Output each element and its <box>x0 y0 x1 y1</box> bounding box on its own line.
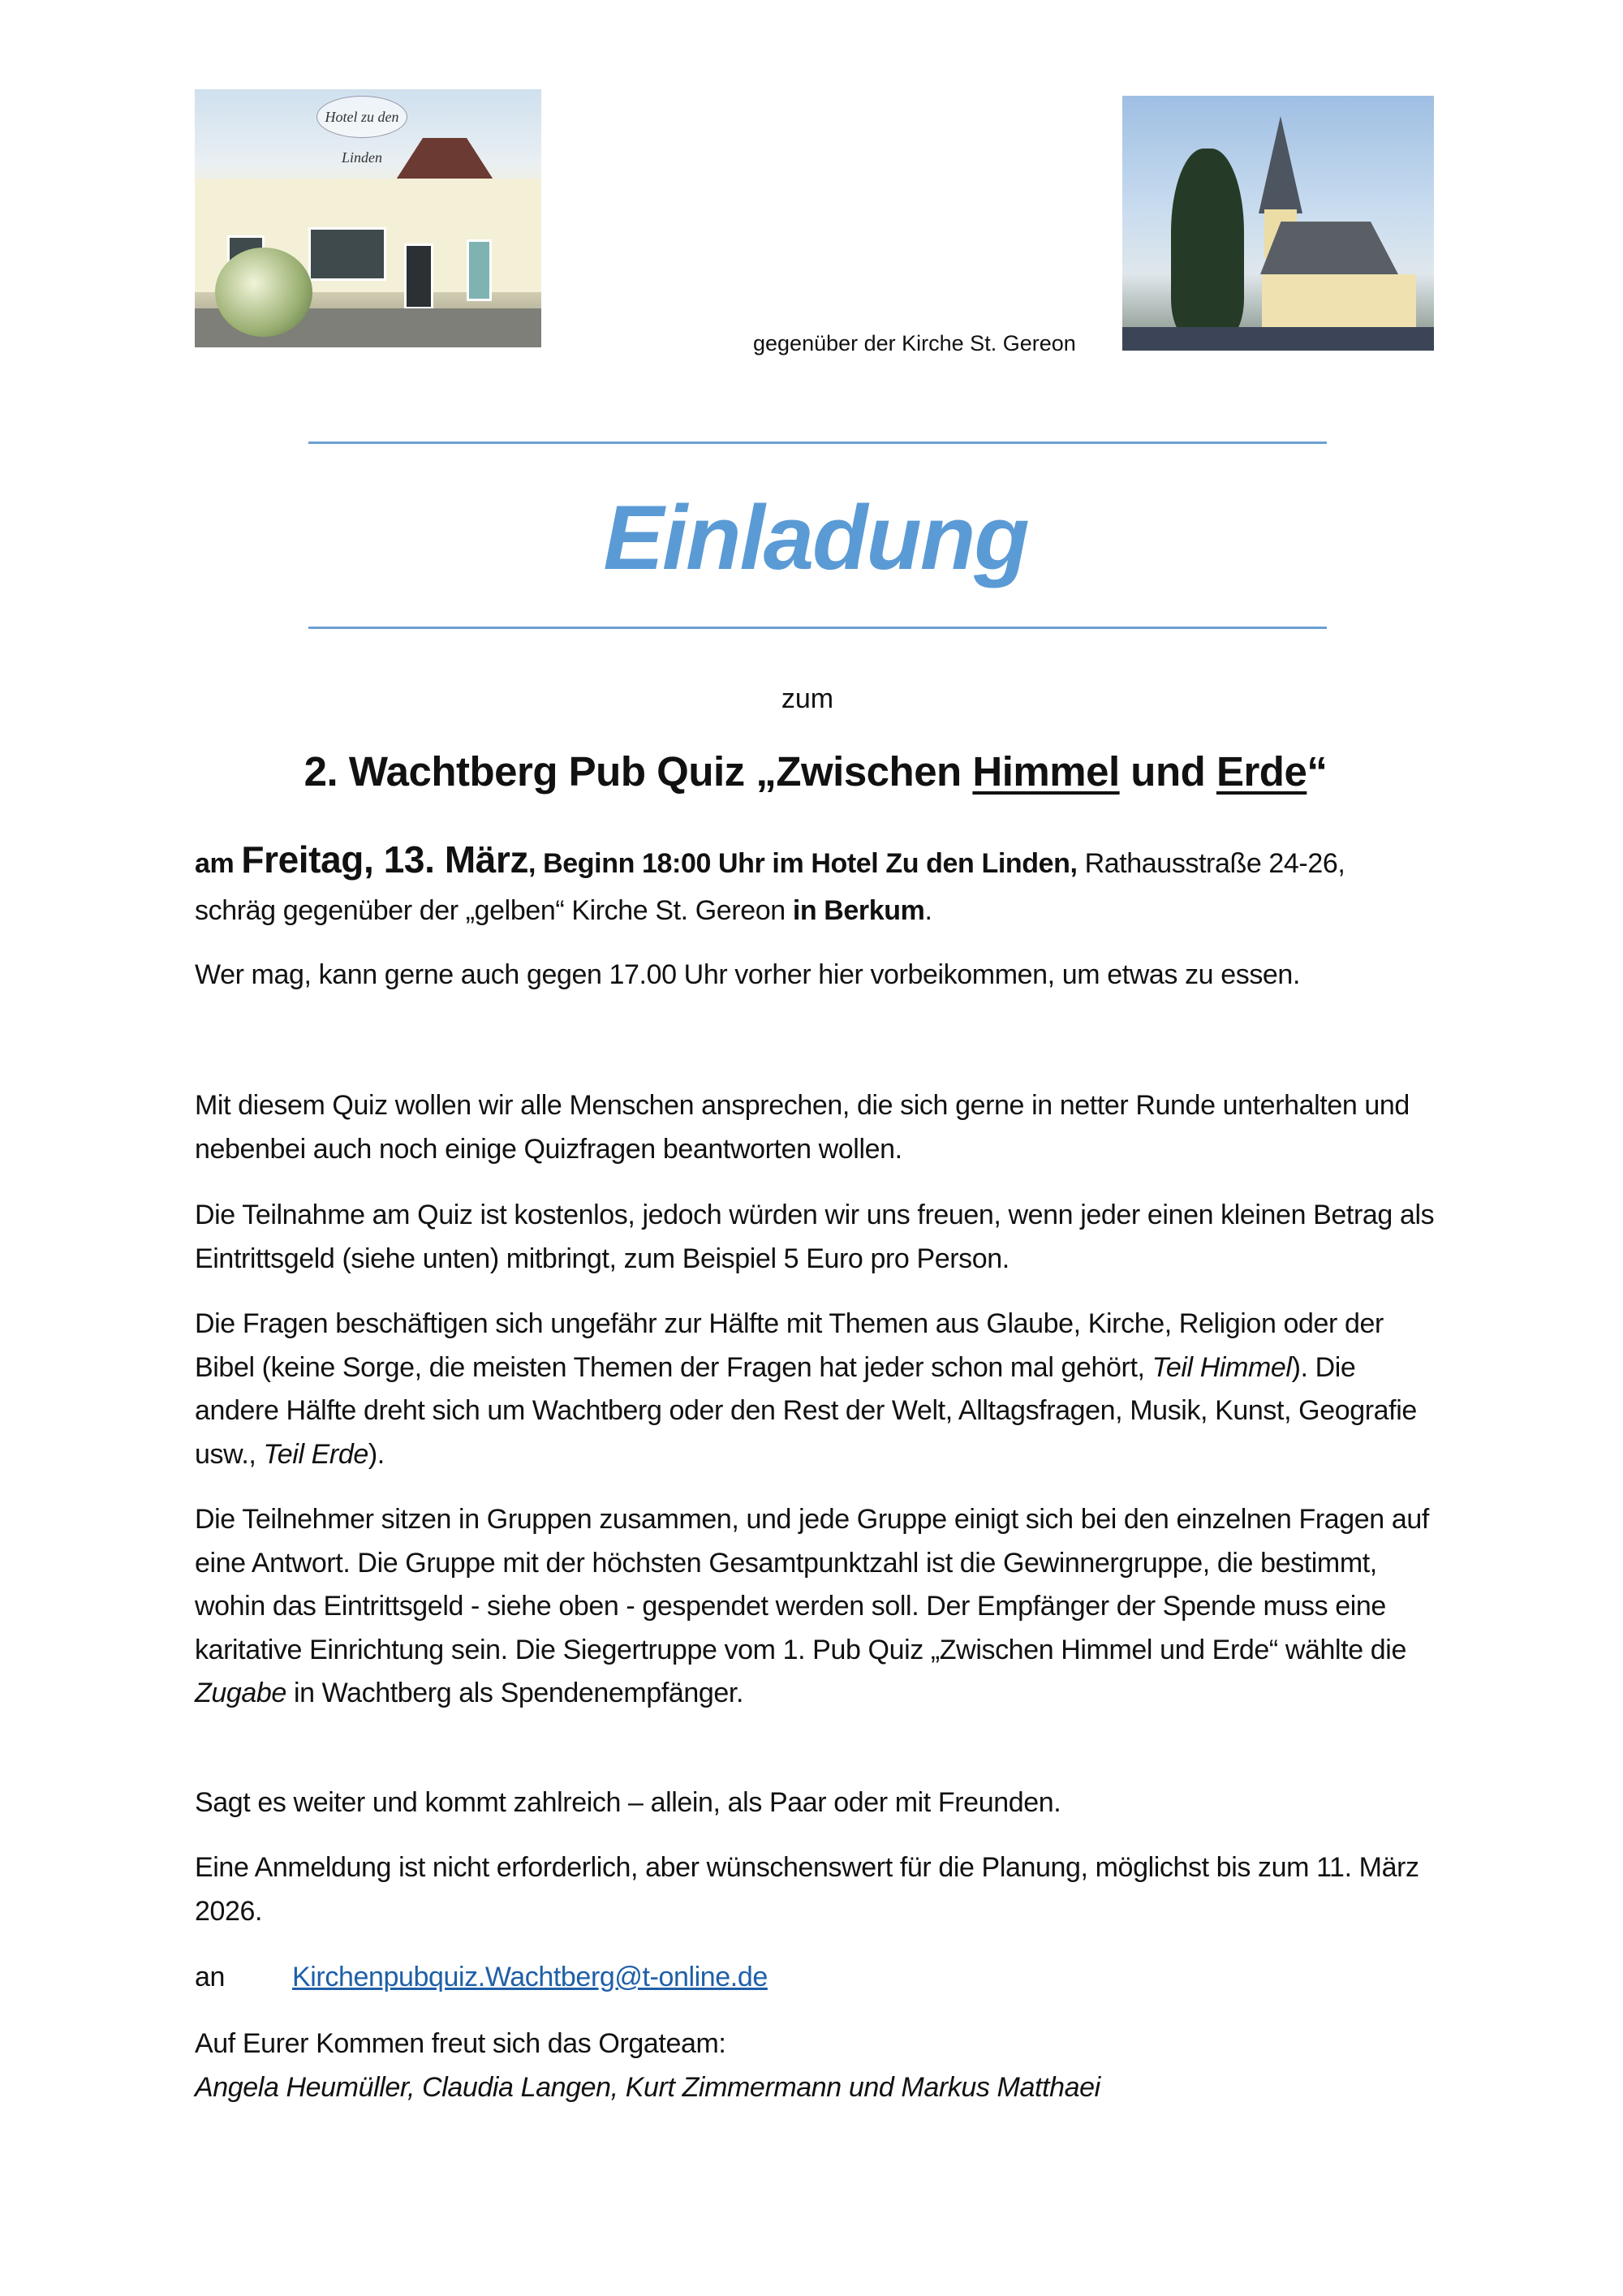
event-date: Freitag, 13. März <box>241 838 529 881</box>
paragraph-fee <box>195 1194 1444 1281</box>
closing-line: Auf Eurer Kommen freut sich das Orgateam: <box>195 2028 726 2059</box>
paragraph-registration <box>195 1846 1444 1933</box>
p3-text-a: Die Fragen beschäftigen sich ungefähr zur Hälfte mit Themen aus Glaube, Kirche, Religion oder der Bibel (keine Sorge, die meisten Themen der Fragen hat jeder schon mal gehört, <box>195 1308 1384 1383</box>
heading-mid: und <box>1119 748 1216 795</box>
hotel-logo: Hotel zu den Linden <box>316 96 407 138</box>
photo-caption: gegenüber der Kirche St. Gereon <box>753 331 1076 355</box>
subtitle-zum: zum <box>781 683 834 714</box>
p4-text-a: Die Teilnehmer sitzen in Gruppen zusammen, und jede Gruppe einigt sich bei den einzelnen Fragen auf eine Antwort. Die Gruppe mit der höchsten Gesamtpunktzahl ist die Gewinnergruppe, die bestimmt, wohin das Eintrittsgeld - siehe oben - gespendet werden soll. Der Empfänger der Spende muss eine karitative Einrichtung sein. Die Siegertruppe vom 1. Pub Quiz „Zwischen Himmel und Erde“ wählte die <box>195 1504 1429 1665</box>
event-address: Rathausstraße 24-26, <box>1077 848 1345 879</box>
heading-himmel: Himmel <box>972 748 1120 795</box>
p3-text-c: ). <box>368 1438 385 1470</box>
paragraph-5: Sagt es weiter und kommt zahlreich – allein, als Paar oder mit Freunden. <box>195 1787 1061 1818</box>
page-title: Einladung <box>603 487 1028 588</box>
hotel-bush <box>215 248 312 337</box>
p4-text-b: in Wachtberg als Spendenempfänger. <box>286 1678 744 1708</box>
paragraph-3 <box>195 1303 1444 1476</box>
heading-suffix: “ <box>1307 748 1328 795</box>
p3-italic-erde: Teil Erde <box>263 1438 368 1470</box>
contact-an: an <box>195 1962 226 1992</box>
paragraph-1: Mit diesem Quiz wollen wir alle Menschen ansprechen, die sich gerne in netter Runde unterhalten und nebenbei auch noch einige Quizfragen beantworten wollen. <box>195 1090 1410 1165</box>
hotel-door <box>404 243 433 309</box>
church-tree <box>1171 149 1244 335</box>
event-heading <box>0 747 1623 795</box>
paragraph-6: Eine Anmeldung ist nicht erforderlich, aber wünschenswert für die Planung, möglichst bis zum 11. März 2026. <box>195 1852 1419 1927</box>
event-early-note <box>195 954 1444 997</box>
church-photo <box>1122 96 1434 351</box>
event-line-2 <box>195 887 1444 934</box>
event-town: in Berkum <box>792 895 925 926</box>
event-am: am <box>195 848 242 879</box>
paragraph-2: Die Teilnahme am Quiz ist kostenlos, jedoch würden wir uns freuen, wenn jeder einen kleinen Betrag als Eintrittsgeld (siehe unten) mitbringt, zum Beispiel 5 Euro pro Person. <box>195 1200 1435 1274</box>
early-note: Wer mag, kann gerne auch gegen 17.00 Uhr vorher hier vorbeikommen, um etwas zu essen. <box>195 959 1300 990</box>
event-location: schräg gegenüber der „gelben“ Kirche St. Gereon <box>195 895 793 926</box>
p4-italic-zugabe: Zugabe <box>195 1678 286 1708</box>
parked-cars <box>1122 327 1434 351</box>
contact-line <box>195 1956 1444 2000</box>
paragraph-intro <box>195 1084 1444 1171</box>
church-roof <box>1260 222 1398 274</box>
paragraph-4 <box>195 1498 1444 1716</box>
closing <box>195 2022 1444 2109</box>
church-nave <box>1262 274 1416 335</box>
organizer-names: Angela Heumüller, Claudia Langen, Kurt Zimmermann und Markus Matthaei <box>195 2071 1100 2103</box>
heading-prefix: 2. Wachtberg Pub Quiz „Zwischen <box>304 748 973 795</box>
heading-erde: Erde <box>1216 748 1307 795</box>
p3-text-b: ). Die andere Hälfte dreht sich um Wachtberg oder den Rest der Welt, Alltagsfragen, Musik, Kunst, Geografie usw., <box>195 1351 1417 1470</box>
title-rule-top <box>308 442 1327 444</box>
hotel-window <box>467 239 492 301</box>
event-details <box>195 836 1444 934</box>
paragraph-groups <box>195 1498 1444 1716</box>
event-period: . <box>924 895 932 926</box>
paragraph-topics <box>195 1303 1444 1476</box>
event-line-1 <box>195 836 1444 887</box>
hotel-photo <box>195 89 541 347</box>
contact-email-link[interactable]: Kirchenpubquiz.Wachtberg@t-online.de <box>292 1962 768 1992</box>
p3-italic-himmel: Teil Himmel <box>1152 1351 1292 1383</box>
hotel-window <box>308 227 386 281</box>
title-rule-bottom <box>308 627 1327 629</box>
paragraph-share <box>195 1781 1444 1825</box>
event-begin: , Beginn 18:00 Uhr im Hotel Zu den Linden, <box>528 848 1078 879</box>
church-spire <box>1259 116 1302 213</box>
